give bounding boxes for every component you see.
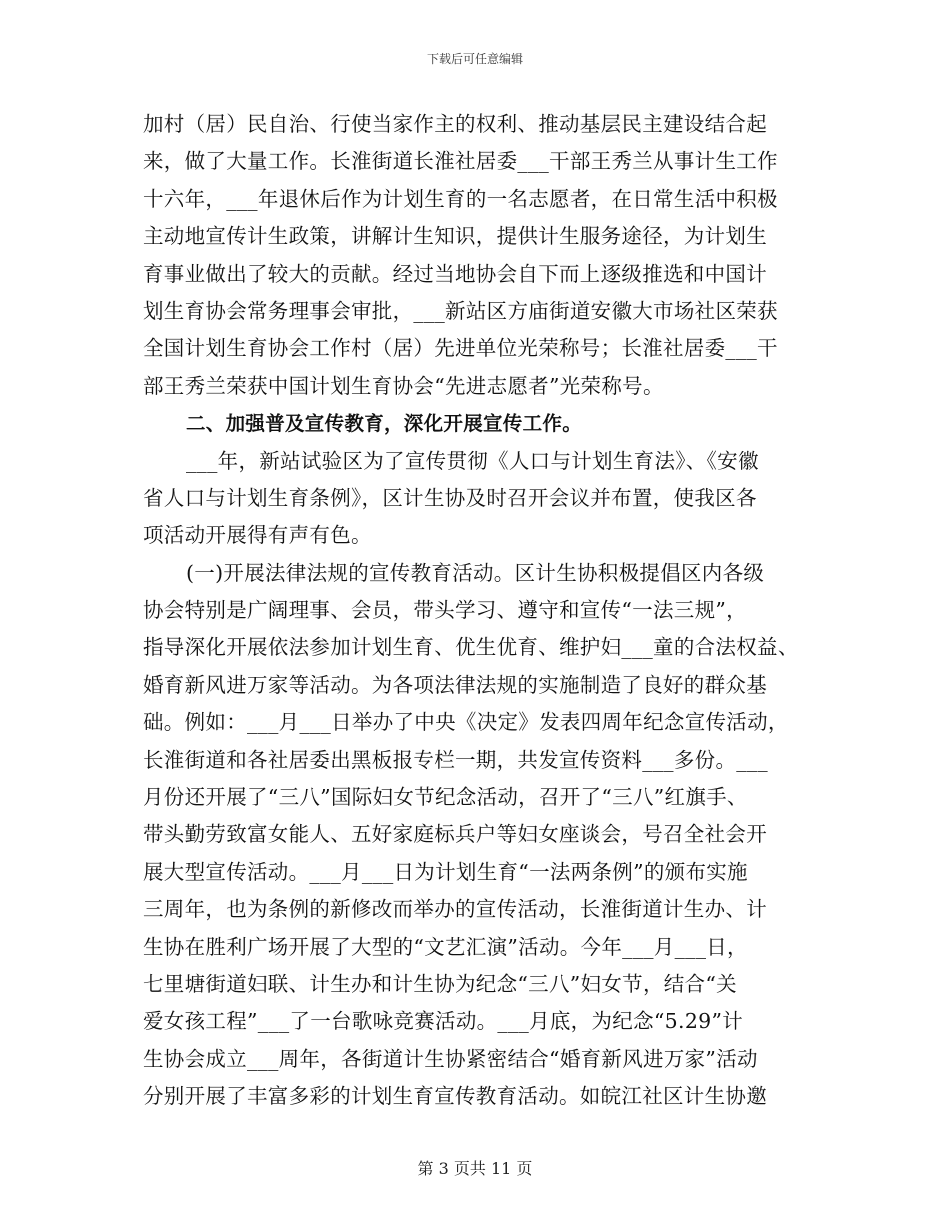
body-text-line: 来，做了大量工作。长淮街道长淮社居委___干部王秀兰从事计生工作: [143, 149, 778, 174]
body-text-line: 七里塘街道妇联、计生办和计生协为纪念“三八”妇女节，结合“关: [143, 971, 737, 996]
body-text-line: 育事业做出了较大的贡献。经过当地协会自下而上逐级推选和中国计: [143, 261, 767, 286]
body-text-line: 协会特别是广阔理事、会员，带头学习、遵守和宣传“一法三规”，: [143, 598, 747, 623]
body-text-line: 带头勤劳致富女能人、五好家庭标兵户等妇女座谈会，号召全社会开: [143, 822, 767, 847]
body-text-line: 爱女孩工程”___了一台歌咏竞赛活动。___月底，为纪念“5.29”计: [143, 1009, 744, 1034]
body-text-line: 础。例如：___月___日举办了中央《决定》发表四周年纪念宣传活动，: [143, 710, 789, 735]
body-text-line: 省人口与计划生育条例》，区计生协及时召开会议并布置，使我区各: [143, 485, 757, 510]
body-text-line: 加村（居）民自治、行使当家作主的权利、推动基层民主建设结合起: [143, 112, 767, 136]
body-text-line: 生协会成立___周年，各街道计生协紧密结合“婚育新风进万家”活动: [143, 1046, 758, 1071]
body-text-line: 分别开展了丰富多彩的计划生育宣传教育活动。如皖江社区计生协邀: [143, 1084, 767, 1109]
body-text-line: 项活动开展得有声有色。: [143, 523, 372, 548]
document-body: [143, 106, 823, 1116]
section-heading: 二、加强普及宣传教育，深化开展宣传工作。: [186, 412, 583, 436]
body-text-line: ___年，新站试验区为了宣传贯彻《人口与计划生育法》、《安徽: [186, 448, 759, 473]
body-text-line: 婚育新风进万家等活动。为各项法律法规的实施制造了良好的群众基: [143, 672, 767, 697]
body-text-line: 月份还开展了“三八”国际妇女节纪念活动，召开了“三八”红旗手、: [143, 785, 748, 810]
body-text-line: 全国计划生育协会工作村（居）先进单位光荣称号；长淮社居委___干: [143, 336, 778, 361]
body-text-line: 长淮街道和各社居委出黑板报专栏一期，共发宣传资料___多份。___: [143, 747, 768, 772]
body-text-line: 十六年，___年退休后作为计划生育的一名志愿者，在日常生活中积极: [143, 186, 778, 211]
body-text-line: 部王秀兰荣获中国计划生育协会“先进志愿者”光荣称号。: [143, 373, 664, 398]
body-text-line: (一)开展法律法规的宣传教育活动。区计生协积极提倡区内各级: [186, 560, 765, 585]
body-text-line: 指导深化开展依法参加计划生育、优生优育、维护妇___童的合法权益、: [143, 635, 799, 660]
body-text-line: 生协在胜利广场开展了大型的“文艺汇演”活动。今年___月___日，: [143, 934, 748, 959]
body-text-line: 主动地宣传计生政策，讲解计生知识，提供计生服务途径，为计划生: [143, 224, 767, 249]
body-text-line: 划生育协会常务理事会审批，___新站区方庙街道安徽大市场社区荣获: [143, 298, 778, 323]
body-text-line: 三周年，也为条例的新修改而举办的宣传活动，长淮街道计生办、计: [143, 897, 767, 922]
page-header-note: 下载后可任意编辑: [426, 52, 523, 66]
body-text-line: 展大型宣传活动。___月___日为计划生育“一法两条例”的颁布实施: [143, 859, 748, 884]
page-number-footer: 第 3 页共 11 页: [417, 1159, 533, 1178]
